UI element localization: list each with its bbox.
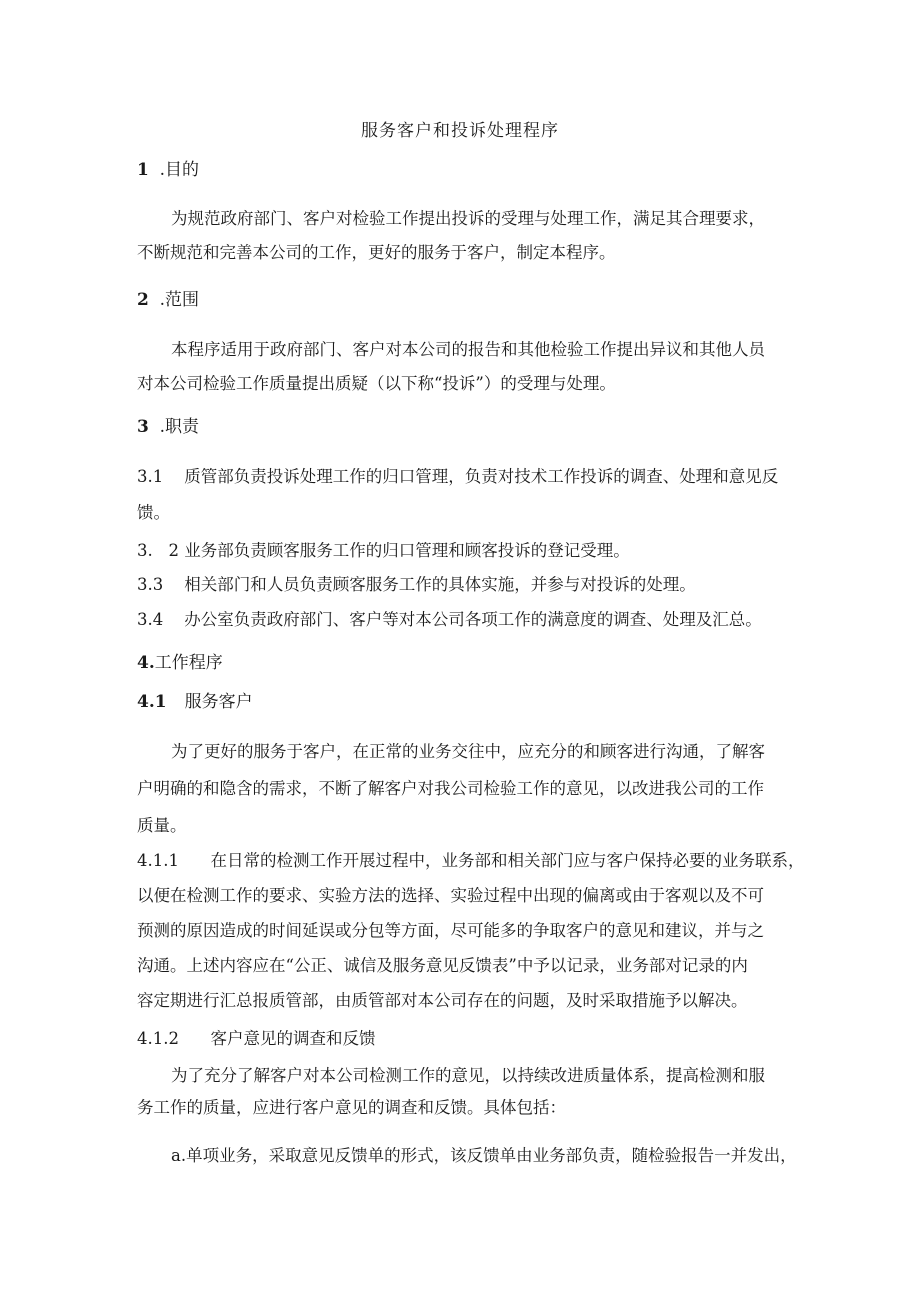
section-1-heading (137, 159, 199, 181)
section-3-item-line: 3.4 办公室负责政府部门、客户等对本公司各项工作的满意度的调查、处理及汇总。 (137, 610, 762, 629)
section-4-1-1-line: 容定期进行汇总报质管部，由质管部对本公司存在的问题，及时采取措施予以解决。 (137, 991, 748, 1010)
section-3-label: .职责 (148, 417, 200, 437)
section-1-paragraph-line: 不断规范和完善本公司的工作，更好的服务于客户，制定本程序。 (137, 243, 616, 262)
section-4-1-paragraph-line: 质量。 (137, 816, 187, 835)
section-4-1-2-heading: 4.1.2 客户意见的调查和反馈 (137, 1029, 376, 1048)
section-4-1-1-line: 预测的原因造成的时间延误或分包等方面，尽可能多的争取客户的意见和建议，并与之 (137, 921, 764, 940)
section-4-1-1-line: 以便在检测工作的要求、实验方法的选择、实验过程中出现的偏离或由于客观以及不可 (137, 886, 764, 905)
section-4-1-paragraph-line: 户明确的和隐含的需求，不断了解客户对我公司检验工作的意见，以改进我公司的工作 (137, 779, 764, 798)
section-2-heading (137, 289, 199, 311)
section-3-item-line: 馈。 (137, 503, 170, 522)
section-2-paragraph-line: 对本公司检验工作质量提出质疑（以下称“投诉”）的受理与处理。 (137, 374, 616, 393)
section-4-1-1-line: 沟通。上述内容应在“公正、诚信及服务意见反馈表”中予以记录，业务部对记录的内 (137, 956, 748, 975)
section-3-heading (137, 416, 199, 438)
section-1-number: 1 (137, 160, 149, 180)
section-4-1-heading (137, 691, 253, 713)
section-4-label: 工作程序 (154, 653, 223, 673)
section-4-heading (137, 652, 223, 674)
section-4-1-2-item-a: a.单项业务，采取意见反馈单的形式，该反馈单由业务部负责，随检验报告一并发出， (171, 1146, 797, 1165)
section-2-paragraph-line: 本程序适用于政府部门、客户对本公司的报告和其他检验工作提出异议和其他人员 (171, 340, 765, 359)
section-3-item-line: 3.3 相关部门和人员负责顾客服务工作的具体实施，并参与对投诉的处理。 (137, 575, 696, 594)
section-2-number: 2 (137, 290, 149, 310)
section-4-1-2-paragraph-line: 务工作的质量，应进行客户意见的调查和反馈。具体包括： (137, 1098, 566, 1117)
section-4-1-paragraph-line: 为了更好的服务于客户，在正常的业务交往中，应充分的和顾客进行沟通，了解客 (171, 742, 765, 761)
section-4-number: 4. (137, 653, 155, 673)
section-1-paragraph-line: 为规范政府部门、客户对检验工作提出投诉的受理与处理工作，满足其合理要求， (171, 209, 765, 228)
section-1-label: .目的 (148, 160, 200, 180)
section-4-1-label: 服务客户 (184, 692, 253, 712)
section-2-label: .范围 (148, 290, 200, 310)
section-4-1-2-paragraph-line: 为了充分了解客户对本公司检测工作的意见，以持续改进质量体系，提高检测和服 (171, 1066, 765, 1085)
section-4-1-1-line: 4.1.1 在日常的检测工作开展过程中，业务部和相关部门应与客户保持必要的业务联系， (137, 851, 805, 870)
section-3-item-line: 3. 2 业务部负责顾客服务工作的归口管理和顾客投诉的登记受理。 (137, 541, 630, 560)
section-3-number: 3 (137, 417, 149, 437)
section-4-1-number: 4.1 (137, 692, 167, 712)
section-3-item-line: 3.1 质管部负责投诉处理工作的归口管理，负责对技术工作投诉的调查、处理和意见反 (137, 467, 779, 486)
document-title: 服务客户和投诉处理程序 (361, 121, 559, 141)
